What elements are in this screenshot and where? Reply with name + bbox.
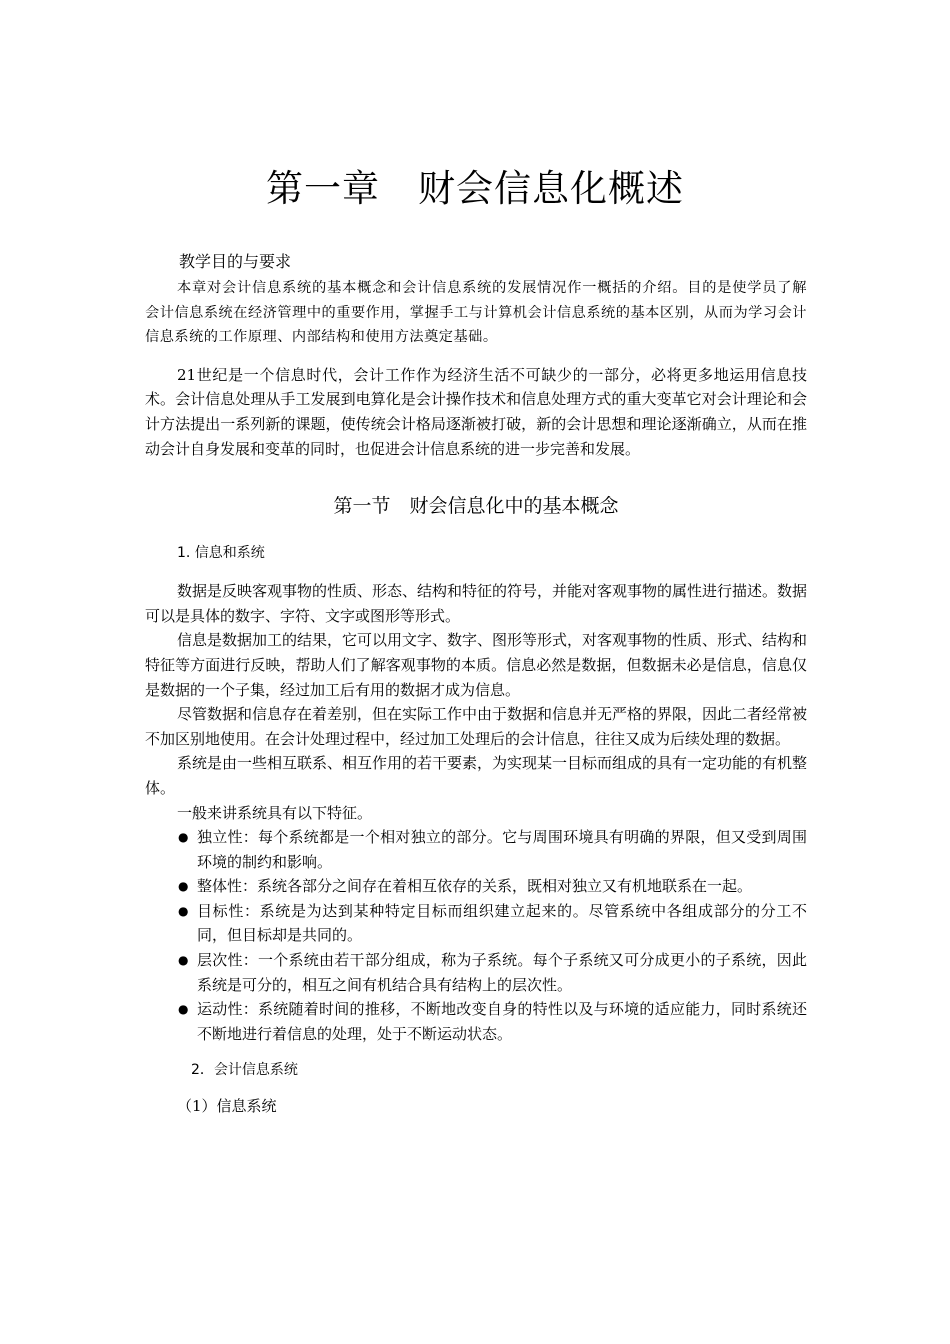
paragraph-information-definition: 信息是数据加工的结果，它可以用文字、数字、图形等形式，对客观事物的性质、形式、结构和特征等方面进行反映，帮助人们了解客观事物的本质。信息必然是数据，但数据未必是信息，信息仅是数据的一个子集，经过加工后有用的数据才成为信息。 — [145, 631, 808, 699]
objectives-text: 本章对会计信息系统的基本概念和会计信息系统的发展情况作一概括的介绍。目的是使学员了解会计信息系统在经济管理中的重要作用，掌握手工与计算机会计信息系统的基本区别，从而为学习会计信息系统的工作原理、内部结构和使用方法奠定基础。 — [145, 280, 807, 346]
subheading-info-and-system: 1. 信息和系统 — [177, 545, 265, 562]
section-title: 第一节 财会信息化中的基本概念 — [333, 495, 619, 518]
list-item — [145, 825, 807, 874]
objectives-heading: 教学目的与要求 — [179, 252, 292, 271]
paragraph-system-features-intro: 一般来讲系统具有以下特征。 — [177, 803, 373, 822]
feature-list — [145, 825, 807, 1046]
paragraph-data-definition: 数据是反映客观事物的性质、形态、结构和特征的符号，并能对客观事物的属性进行描述。数据可以是具体的数字、字符、文字或图形等形式。 — [145, 582, 808, 625]
feature-hierarchy: 层次性：一个系统由若干部分组成，称为子系统。每个子系统又可分成更小的子系统，因此系统是可分的，相互之间有机结合具有结构上的层次性。 — [197, 951, 807, 994]
bullet-icon: ● — [178, 1002, 189, 1017]
list-item — [145, 899, 807, 948]
paragraph-system-definition: 系统是由一些相互联系、相互作用的若干要素，为实现某一目标而组成的具有一定功能的有机整体。 — [145, 754, 808, 797]
bullet-icon: ● — [178, 903, 189, 918]
bullet-icon: ● — [178, 830, 189, 845]
feature-independence: 独立性：每个系统都是一个相对独立的部分。它与周围环境具有明确的界限，但又受到周围环境的制约和影响。 — [197, 828, 807, 871]
intro-paragraph: 21世纪是一个信息时代，会计工作作为经济生活不可缺少的一部分，必将更多地运用信息技术。会计信息处理从手工发展到电算化是会计操作技术和信息处理方式的重大变革它对会计理论和会计方法提出一系列新的课题，使传统会计格局逐渐被打破，新的会计思想和理论逐渐确立，从而在推动会计自身发展和变革的同时，也促进会计信息系统的进一步完善和发展。 — [145, 365, 807, 458]
list-item — [145, 997, 807, 1046]
feature-goal: 目标性：系统是为达到某种特定目标而组织建立起来的。尽管系统中各组成部分的分工不同，但目标却是共同的。 — [197, 901, 807, 945]
bullet-icon: ● — [178, 953, 189, 968]
feature-integrity: 整体性：系统各部分之间存在着相互依存的关系，既相对独立又有机地联系在一起。 — [197, 877, 753, 896]
subheading-accounting-info-system: 2．会计信息系统 — [191, 1062, 298, 1079]
feature-motion: 运动性：系统随着时间的推移，不断地改变自身的特性以及与环境的适应能力，同时系统还不断地进行着信息的处理，处于不断运动状态。 — [197, 1000, 807, 1043]
chapter-title: 第一章 财会信息化概述 — [266, 167, 684, 210]
subsubheading-info-system: （1）信息系统 — [177, 1097, 277, 1116]
list-item — [145, 948, 807, 997]
list-item — [145, 874, 807, 899]
paragraph-data-vs-information: 尽管数据和信息存在着差别，但在实际工作中由于数据和信息并无严格的界限，因此二者经常被不加区别地使用。在会计处理过程中，经过加工处理后的会计信息，往往又成为后续处理的数据。 — [145, 705, 808, 748]
bullet-icon: ● — [178, 879, 189, 894]
document-body — [145, 250, 807, 1118]
